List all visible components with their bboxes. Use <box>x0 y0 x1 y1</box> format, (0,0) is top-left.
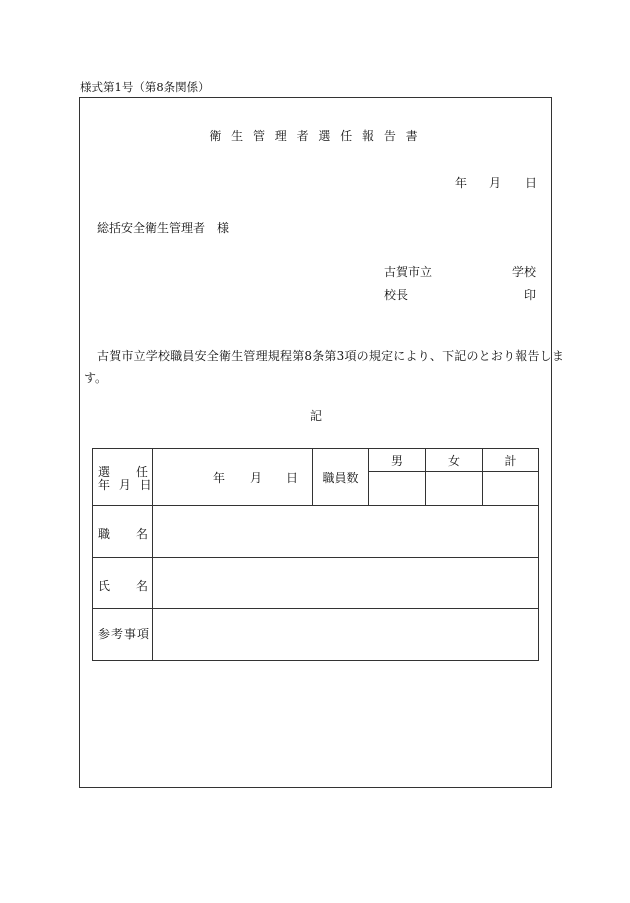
name-label-a: 氏 <box>98 579 111 593</box>
male-count-cell[interactable] <box>369 472 425 505</box>
appointment-year: 年 <box>213 471 226 485</box>
appointment-day: 日 <box>286 471 299 485</box>
sender-school: 学校 <box>512 265 537 279</box>
date-month: 月 <box>489 176 502 190</box>
female-header: 女 <box>447 453 460 468</box>
appointment-label-b: 任 <box>135 465 148 479</box>
seal-mark: 印 <box>524 288 537 302</box>
job-title-label <box>98 525 148 542</box>
appointment-month: 月 <box>250 471 263 485</box>
ki-heading: 記 <box>310 409 323 423</box>
total-header: 計 <box>504 453 517 468</box>
total-count-cell[interactable] <box>483 472 538 505</box>
form-frame <box>79 97 552 788</box>
job-title-label-b: 名 <box>135 527 148 541</box>
job-title-cell[interactable] <box>153 506 538 557</box>
job-title-label-a: 職 <box>98 527 111 541</box>
name-cell[interactable] <box>153 558 538 608</box>
body-text-line1: 古賀市立学校職員安全衛生管理規程第8条第3項の規定により、下記のとおり報告しま <box>97 349 565 363</box>
addressee: 総括安全衛生管理者 様 <box>97 221 230 235</box>
document-title: 衛 生 管 理 者 選 任 報 告 書 <box>209 129 421 143</box>
body-text-line2: す。 <box>84 371 108 385</box>
sender-principal: 校長 <box>384 288 409 302</box>
appointment-date-label: 年 月 日 <box>98 478 155 492</box>
female-count-cell[interactable] <box>426 472 482 505</box>
sender-city: 古賀市立 <box>384 265 433 279</box>
notes-label: 参考事項 <box>98 627 151 641</box>
date-year: 年 <box>455 176 468 190</box>
form-number-label: 様式第1号（第8条関係） <box>80 80 210 94</box>
staff-count-label: 職員数 <box>322 470 359 485</box>
date-day: 日 <box>525 176 538 190</box>
name-label <box>98 577 148 594</box>
notes-cell[interactable] <box>153 609 538 660</box>
appointment-label-a: 選 <box>98 465 111 479</box>
name-label-b: 名 <box>135 579 148 593</box>
male-header: 男 <box>390 453 403 468</box>
